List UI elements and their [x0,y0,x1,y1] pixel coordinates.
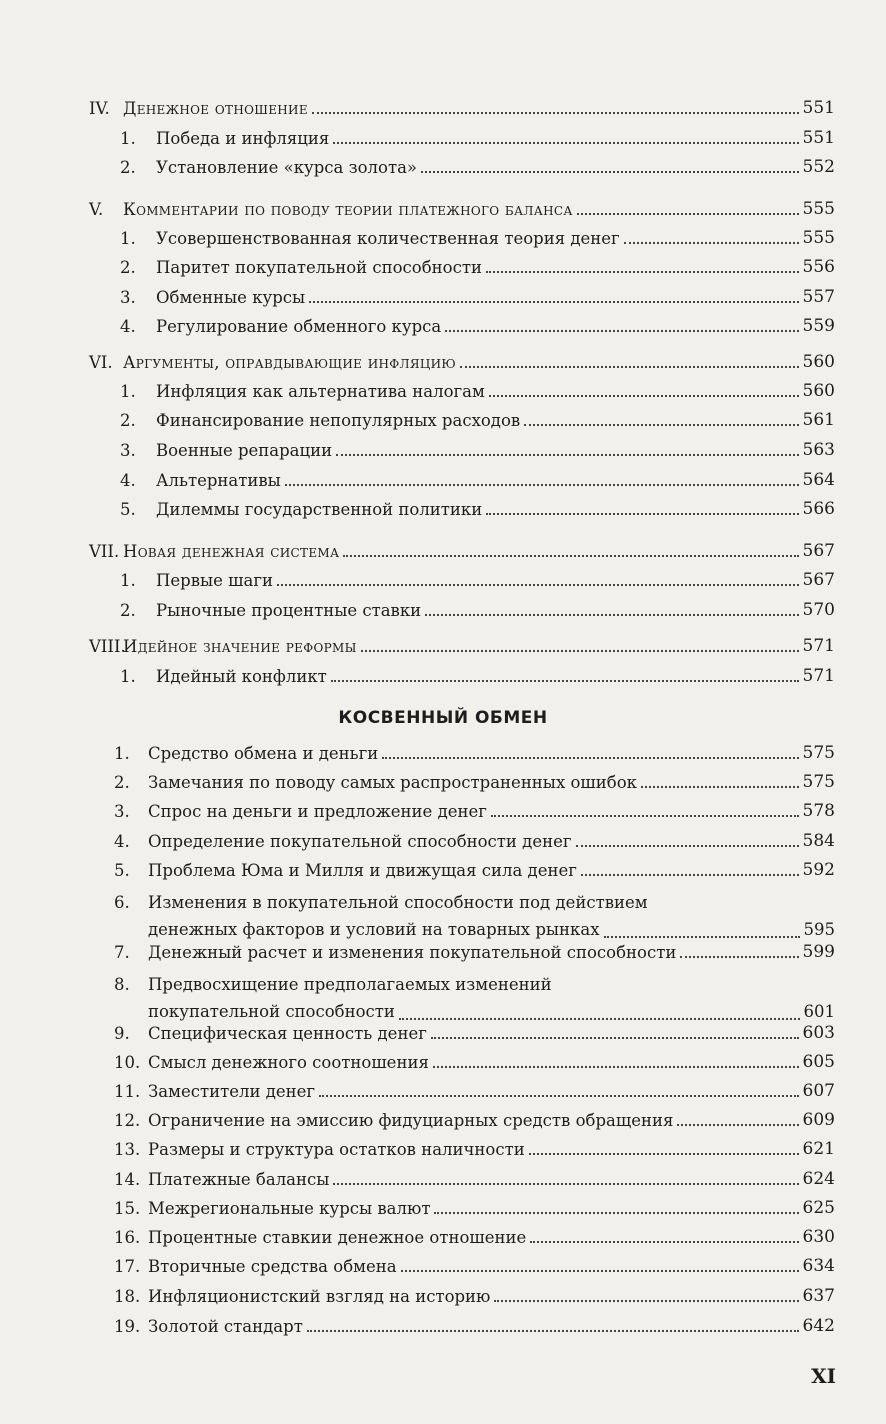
toc-entry-number: 3. [114,801,130,821]
toc-entry-title: Инфляционистский взгляд на историю [148,1286,491,1306]
toc-entry-page: 584 [802,831,835,851]
toc-entry-page: 575 [802,772,835,792]
toc-entry-number: 1. [120,570,136,590]
toc-leader-dots [434,1212,798,1214]
toc-entry-title: Средство обмена и деньги [148,743,379,763]
toc-entry-title: Усовершенствованная количественная теория денег [156,228,620,248]
toc-entry-title: Смысл денежного соотношения [148,1052,429,1072]
toc-entry-title: Денежный расчет и изменения покупательной способности [148,942,677,962]
toc-entry-continuation [148,916,835,943]
toc-entry-row [114,1110,835,1130]
toc-entry-title: Альтернативы [156,470,281,490]
toc-entry-number: 5. [114,860,130,880]
toc-entry-page: 601 [803,1002,835,1021]
toc-entry-number: 1. [120,666,136,686]
toc-leader-dots [333,1183,798,1185]
toc-entry-title: Победа и инфляция [156,128,330,148]
toc-leader-dots [331,680,799,682]
toc-entry-number: 3. [120,287,136,307]
toc-entry-page: 561 [802,410,835,430]
toc-entry-title: Процентные ставкии денежное отношение [148,1227,527,1247]
page-number: XI [811,1364,836,1388]
toc-entry-page: 555 [802,199,835,219]
toc-entry-title: Вторичные средства обмена [148,1256,397,1276]
toc-entry-page: 578 [802,801,835,821]
toc-entry-page: 571 [802,666,835,686]
toc-entry-row [120,410,835,430]
toc-chapter-row [89,541,835,561]
toc-entry-page: 556 [802,257,835,277]
toc-entry-page: 557 [802,287,835,307]
toc-entry-row [114,1052,835,1072]
toc-entry-row [120,287,835,307]
toc-entry-page: 566 [802,499,835,519]
toc-entry-page: 570 [802,600,835,620]
toc-entry-number: 1. [120,228,136,248]
toc-entry-title: Рыночные процентные ставки [156,600,422,620]
toc-entry-title: Денежное отношение [123,98,308,118]
toc-entry-number: 4. [120,316,136,336]
toc-entry-title: Изменения в покупательной способности под действием [148,893,648,912]
toc-entry-title: Идейный конфликт [156,666,327,686]
toc-entry-number: 19. [114,1316,141,1336]
toc-entry-number: 13. [114,1139,141,1159]
toc-leader-dots [285,484,799,486]
toc-entry-page: 551 [802,98,835,118]
toc-leader-dots [431,1037,799,1039]
toc-entry-row [120,316,835,336]
toc-entry-number: VII. [89,541,120,561]
toc-leader-dots [604,936,800,938]
toc-entry-continuation [148,998,835,1025]
toc-entry-title: Размеры и структура остатков наличности [148,1139,525,1159]
toc-entry-page: 559 [802,316,835,336]
toc-entry-number: VIII. [89,636,126,656]
toc-entry-number: 18. [114,1286,141,1306]
toc-entry-number: 14. [114,1169,141,1189]
toc-entry-row [120,128,835,148]
toc-entry-number: 3. [120,440,136,460]
toc-leader-dots [382,757,798,759]
toc-entry-number: 7. [114,942,130,962]
toc-entry-title: Паритет покупательной способности [156,257,482,277]
toc-entry-number: 17. [114,1256,141,1276]
toc-entry-title: Инфляция как альтернатива налогам [156,381,485,401]
toc-entry-page: 625 [802,1198,835,1218]
toc-leader-dots [460,366,799,368]
toc-chapter-row [89,636,835,656]
toc-entry-title: Финансирование непопулярных расходов [156,410,521,430]
toc-entry-row [114,971,835,1027]
toc-entry-number: 16. [114,1227,141,1247]
toc-leader-dots [486,271,799,273]
toc-entry-page: 624 [802,1169,835,1189]
toc-entry-number: 12. [114,1110,141,1130]
toc-entry-row [120,600,835,620]
toc-entry-number: 8. [114,975,130,994]
toc-entry-row [114,743,835,763]
toc-leader-dots [333,142,798,144]
toc-chapter-row [89,199,835,219]
toc-entry-number: 4. [120,470,136,490]
section-title: КОСВЕННЫЙ ОБМЕН [338,708,548,728]
toc-entry-row [114,1139,835,1159]
toc-entry-page: 564 [802,470,835,490]
toc-entry-page: 563 [802,440,835,460]
toc-leader-dots [433,1066,799,1068]
toc-entry-page: 630 [802,1227,835,1247]
toc-entry-page: 621 [802,1139,835,1159]
toc-entry-row [114,1227,835,1247]
toc-entry-page: 609 [802,1110,835,1130]
toc-entry-page: 607 [802,1081,835,1101]
toc-entry-row [114,860,835,880]
toc-leader-dots [312,112,799,114]
toc-leader-dots [641,786,799,788]
toc-entry-number: 4. [114,831,130,851]
toc-entry-row [114,1316,835,1336]
toc-entry-page: 555 [802,228,835,248]
toc-leader-dots [677,1124,798,1126]
toc-entry-number: 11. [114,1081,141,1101]
toc-chapter-row [89,352,835,372]
toc-entry-row [120,157,835,177]
toc-leader-dots [277,584,799,586]
toc-entry-row [114,1256,835,1276]
toc-leader-dots [529,1153,799,1155]
toc-leader-dots [486,513,798,515]
toc-entry-title: Дилеммы государственной политики [156,499,483,519]
toc-entry-page: 560 [802,352,835,372]
toc-entry-title: Специфическая ценность денег [148,1023,427,1043]
toc-entry-number: 5. [120,499,136,519]
toc-entry-title: Проблема Юма и Милля и движущая сила денег [148,860,577,880]
toc-leader-dots [307,1330,799,1332]
toc-entry-title: Золотой стандарт [148,1316,303,1336]
toc-entry-title: Военные репарации [156,440,333,460]
toc-chapter-row [89,98,835,118]
toc-entry-title: Комментарии по поводу теории платежного баланса [123,199,573,219]
toc-entry-page: 560 [802,381,835,401]
toc-leader-dots [524,424,798,426]
toc-leader-dots [336,454,798,456]
toc-entry-number: 2. [120,600,136,620]
toc-leader-dots [624,242,799,244]
toc-leader-dots [399,1018,800,1020]
toc-entry-number: 2. [120,157,136,177]
toc-entry-page: 551 [802,128,835,148]
toc-entry-row [114,1169,835,1189]
toc-entry-title: Межрегиональные курсы валют [148,1198,431,1218]
toc-entry-page: 595 [803,920,835,939]
toc-entry-row [114,1023,835,1043]
toc-leader-dots [421,171,799,173]
toc-entry-title: Регулирование обменного курса [156,316,442,336]
toc-entry-title: Определение покупательной способности денег [148,831,572,851]
toc-leader-dots [445,330,798,332]
toc-entry-title: Аргументы, оправдывающие инфляцию [123,352,456,372]
toc-entry-number: 1. [114,743,130,763]
toc-entry-page: 637 [802,1286,835,1306]
toc-entry-title: Предвосхищение предполагаемых изменений [148,975,552,994]
toc-entry-row [114,942,835,962]
toc-leader-dots [581,874,799,876]
toc-leader-dots [319,1095,799,1097]
toc-leader-dots [401,1270,799,1272]
toc-entry-title: Заместители денег [148,1081,316,1101]
toc-leader-dots [309,301,798,303]
toc-leader-dots [576,845,799,847]
toc-entry-page: 571 [802,636,835,656]
toc-entry-number: 15. [114,1198,141,1218]
toc-entry-row [114,889,835,945]
toc-leader-dots [494,1300,798,1302]
toc-entry-number: 2. [120,257,136,277]
toc-entry-title: Замечания по поводу самых распространенных ошибок [148,772,637,792]
toc-entry-row [120,666,835,686]
toc-entry-page: 575 [802,743,835,763]
toc-entry-title: Установление «курса золота» [156,157,418,177]
toc-entry-title: Обменные курсы [156,287,306,307]
toc-entry-row [114,801,835,821]
toc-entry-row [114,1286,835,1306]
toc-entry-row [120,228,835,248]
toc-entry-page: 592 [802,860,835,880]
toc-leader-dots [425,614,798,616]
toc-entry-number: 1. [120,128,136,148]
toc-entry-page: 599 [802,942,835,962]
toc-entry-number: 1. [120,381,136,401]
toc-entry-row [120,499,835,519]
toc-entry-title-continued: покупательной способности [148,1002,395,1021]
toc-entry-title: Ограничение на эмиссию фидуциарных средств обращения [148,1110,674,1130]
toc-entry-row [120,570,835,590]
toc-entry-number: 2. [114,772,130,792]
toc-entry-title-continued: денежных факторов и условий на товарных рынках [148,920,600,939]
toc-entry-page: 603 [802,1023,835,1043]
toc-entry-row [120,470,835,490]
toc-entry-page: 634 [802,1256,835,1276]
toc-entry-title: Идейное значение реформы [123,636,357,656]
toc-leader-dots [489,395,799,397]
toc-entry-number: 2. [120,410,136,430]
toc-entry-row [114,831,835,851]
toc-entry-number: IV. [89,98,110,118]
toc-entry-row [120,381,835,401]
toc-entry-title: Первые шаги [156,570,273,590]
toc-leader-dots [361,650,799,652]
toc-entry-page: 567 [802,570,835,590]
toc-entry-title: Новая денежная система [123,541,340,561]
toc-leader-dots [577,213,799,215]
toc-entry-row [114,1081,835,1101]
toc-entry-page: 567 [802,541,835,561]
toc-entry-number: 10. [114,1052,141,1072]
toc-leader-dots [491,815,799,817]
toc-entry-number: 9. [114,1023,130,1043]
toc-leader-dots [680,956,798,958]
toc-leader-dots [530,1241,798,1243]
toc-entry-title: Спрос на деньги и предложение денег [148,801,487,821]
toc-leader-dots [343,555,798,557]
toc-entry-number: VI. [89,352,113,372]
toc-entry-row [114,1198,835,1218]
toc-entry-page: 605 [802,1052,835,1072]
toc-entry-row [114,772,835,792]
toc-entry-page: 552 [802,157,835,177]
toc-entry-title: Платежные балансы [148,1169,330,1189]
toc-entry-number: 6. [114,893,130,912]
toc-entry-row [120,440,835,460]
toc-entry-page: 642 [802,1316,835,1336]
toc-entry-number: V. [89,199,104,219]
toc-entry-row [120,257,835,277]
